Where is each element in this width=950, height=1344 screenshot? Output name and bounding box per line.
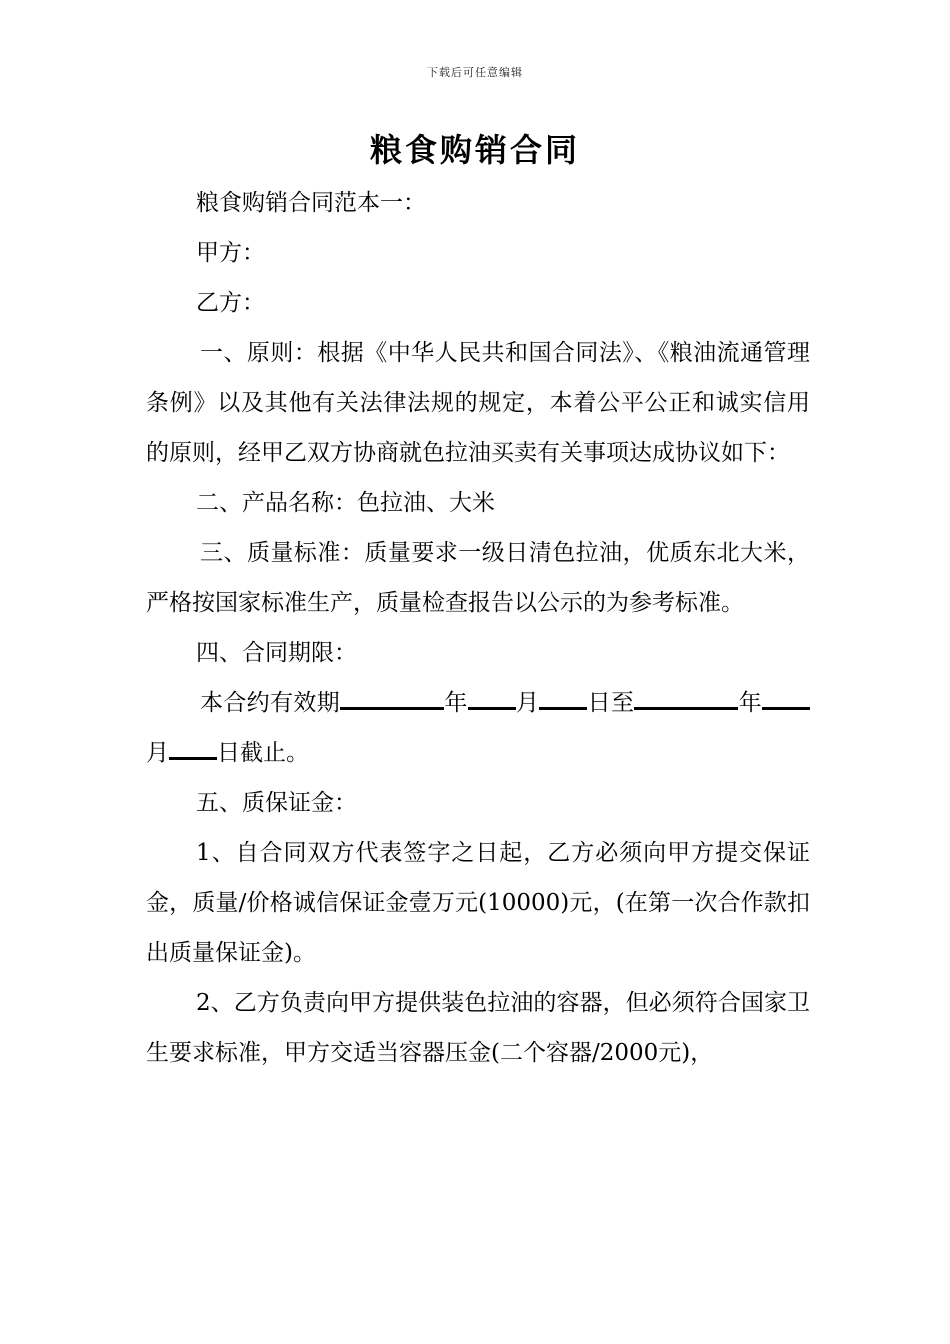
- clause-term-heading: 四、合同期限：: [196, 640, 357, 666]
- term-year-end-label: 年: [738, 690, 763, 716]
- party-a-line: 甲方：: [196, 240, 265, 266]
- party-b-line: 乙方：: [196, 290, 265, 316]
- clause-quality-standard: 三、质量标准：质量要求一级日清色拉油，优质东北大米，严格按国家标准生产，质量检查报告以公示的为参考标准。: [146, 540, 810, 616]
- term-day-to-label: 日至: [587, 690, 635, 716]
- clause-principle: 一、原则：根据《中华人民共和国合同法》、《粮油流通管理条例》以及其他有关法律法规的规定，本着公平公正和诚实信用的原则，经甲乙双方协商就色拉油买卖有关事项达成协议如下：: [146, 340, 810, 466]
- clause-term-period: [146, 678, 810, 778]
- blank-month-end: [762, 689, 810, 710]
- contract-body: [146, 178, 810, 1078]
- sample-heading: 粮食购销合同范本一：: [196, 190, 426, 216]
- term-month-end-label: 月: [146, 740, 169, 766]
- clause-product-name: 二、产品名称：色拉油、大米: [196, 490, 495, 516]
- clause-deposit-item-1: 1、自合同双方代表签字之日起，乙方必须向甲方提交保证金，质量/价格诚信保证金壹万元(10000)元，(在第一次合作款扣出质量保证金)。: [146, 840, 810, 966]
- term-end-text: 日截止。: [217, 740, 309, 766]
- clause-deposit-heading: 五、质保证金：: [196, 790, 357, 816]
- blank-year-end: [634, 689, 738, 710]
- clause-deposit-item-2: 2、乙方负责向甲方提供装色拉油的容器，但必须符合国家卫生要求标准，甲方交适当容器压金(二个容器/2000元)，: [146, 990, 810, 1066]
- blank-year-start: [340, 689, 444, 710]
- document-title: 粮食购销合同: [369, 131, 580, 169]
- blank-day-end: [169, 739, 217, 760]
- term-year-label: 年: [444, 690, 468, 716]
- blank-day-start: [539, 689, 587, 710]
- term-month-label: 月: [515, 690, 540, 716]
- header-note: 下载后可任意编辑: [427, 66, 523, 79]
- blank-month-start: [468, 689, 516, 710]
- term-lead-text: 本合约有效期: [200, 690, 340, 716]
